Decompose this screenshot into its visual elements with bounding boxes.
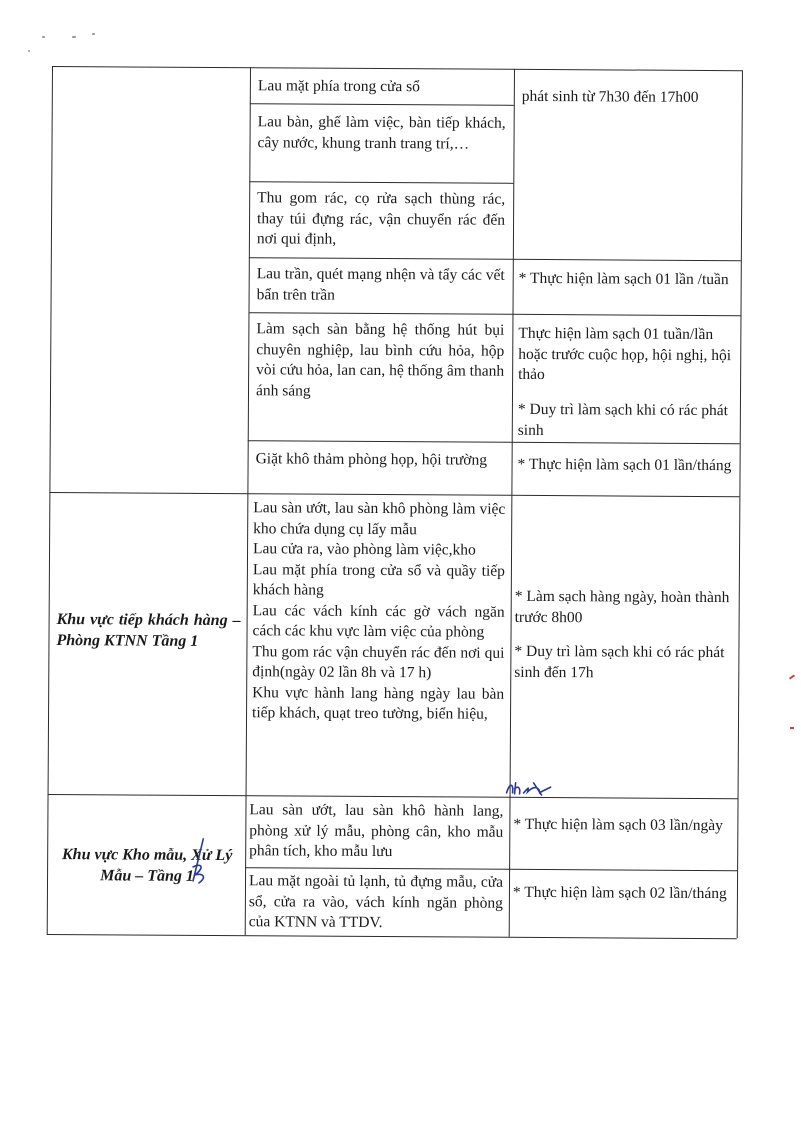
schedule-cell: * Thực hiện làm sạch 01 lần/tháng <box>517 455 732 475</box>
schedule-cell: * Thực hiện làm sạch 03 lần/ngày <box>513 815 723 835</box>
row-divider <box>249 181 513 184</box>
column-divider-task <box>509 69 515 937</box>
table-border-top <box>52 66 742 71</box>
edge-mark <box>790 727 794 729</box>
scan-speck <box>28 50 30 52</box>
schedule-cell: * Thực hiện làm sạch 02 lần/tháng <box>512 883 727 903</box>
scan-speck <box>42 36 45 38</box>
table-border-left <box>47 66 53 934</box>
section-divider <box>49 492 739 497</box>
schedule-note: * Duy trì làm sạch khi có rác phát sinh đến 17h <box>514 642 725 681</box>
task-cell: Thu gom rác, cọ rửa sạch thùng rác, thay túi đựng rác, vận chuyển rác đến nơi qui định, <box>256 189 506 248</box>
table-border-bottom <box>47 934 737 939</box>
scan-speck <box>92 33 95 35</box>
task-list-cell: Lau sàn ướt, lau sàn khô phòng làm việc kho chứa dụng cụ lấy mẫu Lau cửa ra, vào phòng làm việc,kho Lau mặt phía trong cửa sổ và quầy tiếp khách hàng Lau các vách kính các gờ vách ngăn cách các khu vực làm việc của phòng Thu gom rác vận chuyển rác đến nơi qui định(ngày 02 lần 8h và 17 h) Khu vực hành lang hàng ngày lau bàn tiếp khách, quạt treo tường, biển hiệu, <box>252 499 506 723</box>
row-divider <box>245 867 737 871</box>
row-divider <box>248 312 740 316</box>
schedule-cell: * Thực hiện làm sạch 01 lần /tuần <box>518 269 729 289</box>
cleaning-schedule-table <box>47 66 742 940</box>
scan-speck <box>72 36 76 38</box>
task-cell: Lau trần, quét mạng nhện và tẩy các vết bẩn trên trần <box>256 265 505 304</box>
handwritten-initials <box>504 777 564 799</box>
row-divider <box>249 257 741 261</box>
table-border-right <box>737 70 743 938</box>
task-cell: Giặt khô thảm phòng họp, hội trường <box>255 450 488 469</box>
area-label: Khu vực tiếp khách hàng – Phòng KTNN Tầng 1 <box>56 611 241 650</box>
row-divider <box>250 103 514 106</box>
task-cell: Lau bàn, ghế làm việc, bàn tiếp khách, cây nước, khung tranh trang trí,… <box>257 113 506 153</box>
pen-mark <box>185 837 211 887</box>
task-cell: Lau sàn ướt, lau sàn khô hành lang, phòng xử lý mẫu, phòng cân, kho mẫu phân tích, kho mẫu lưu <box>249 801 504 861</box>
task-cell: Lau mặt ngoài tủ lạnh, tủ đựng mẫu, cửa sổ, cửa ra vào, vách kính ngăn phòng của KTNN và TTDV. <box>248 872 504 932</box>
task-cell: Lau mặt phía trong cửa sổ <box>257 77 420 96</box>
task-cell: Làm sạch sàn bằng hệ thống hút bụi chuyên nghiệp, lau bình cứu hỏa, hộp vòi cứu hỏa, lan can, hệ thống âm thanh ánh sáng <box>255 320 505 400</box>
edge-mark <box>789 674 795 679</box>
schedule-cell: phát sinh từ 7h30 đến 17h00 <box>521 87 699 106</box>
section-divider <box>48 794 738 799</box>
schedule-note: * Duy trì làm sạch khi có rác phát sinh <box>517 400 729 439</box>
schedule-cell: Thực hiện làm sạch 01 tuần/lần hoặc trước cuộc họp, hội nghị, hội thảo <box>518 324 732 384</box>
schedule-cell: * Làm sạch hàng ngày, hoàn thành trước 8h00 <box>514 587 730 626</box>
area-label: Khu vực Kho mẫu, Xử Lý Mẫu – Tầng 1 <box>61 846 233 885</box>
